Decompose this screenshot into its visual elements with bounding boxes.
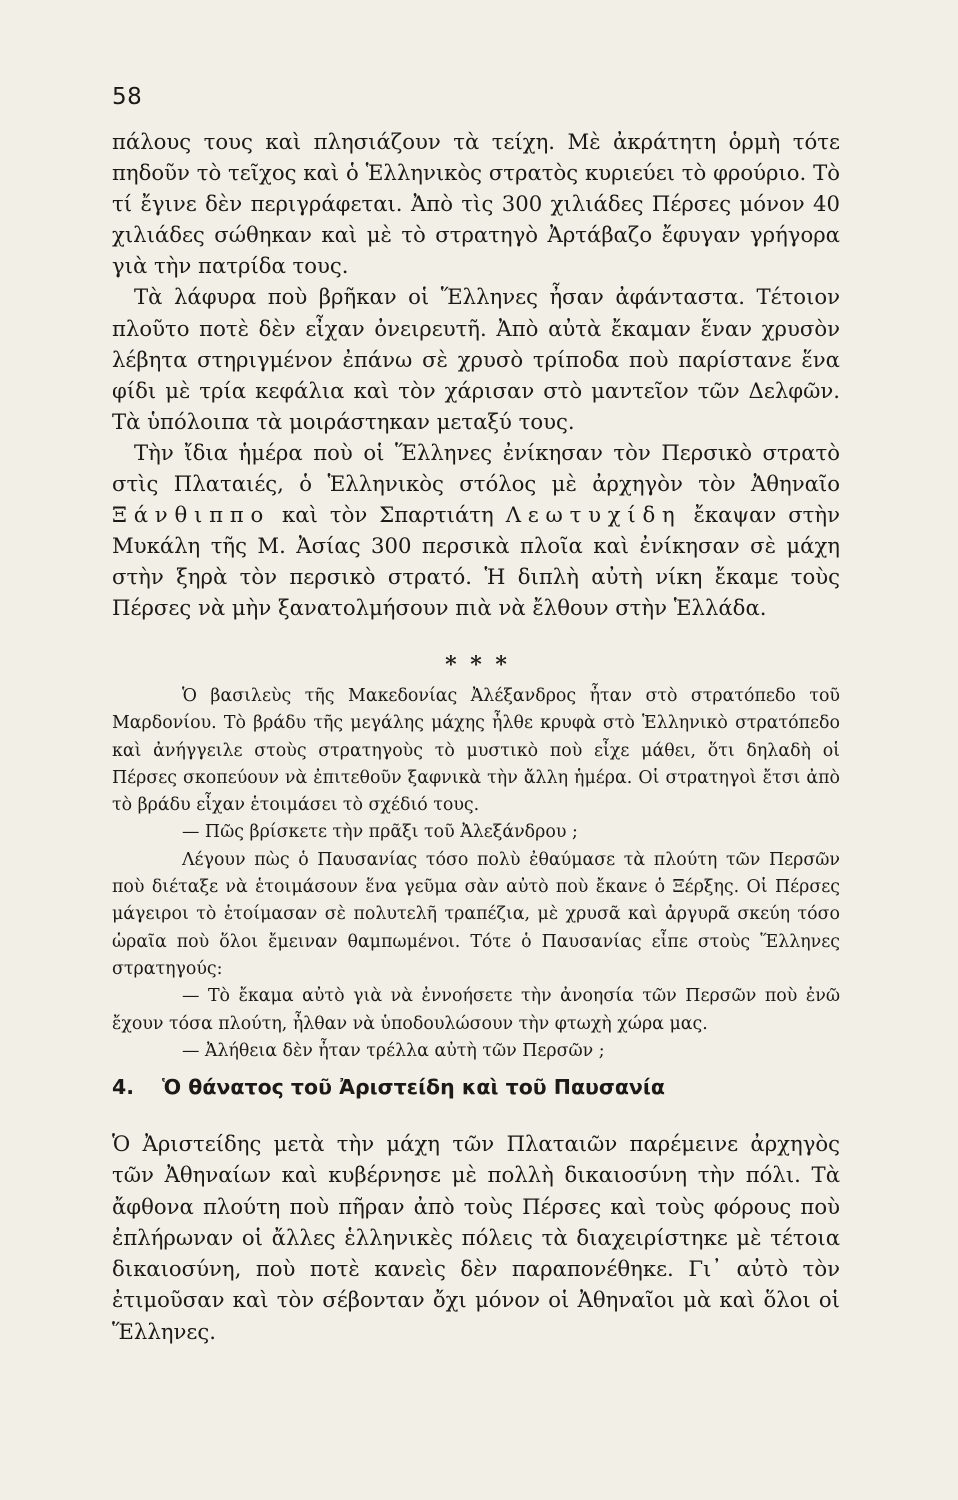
page-number: 58 (112, 84, 143, 110)
section-separator: * * * (445, 652, 507, 678)
main-paragraph-3-part-b: καὶ τὸν Σπαρτιάτη (282, 502, 494, 528)
anecdote-text (112, 683, 840, 1065)
main-paragraph-3-part-a: Τὴν ἴδια ἡμέρα ποὺ οἱ Ἕλληνες ἐνίκησαν τὸν Περσικὸ στρατὸ στὶς Πλαταιές, ὁ Ἑλληνικὸς στόλος μὲ ἀρχηγὸν τὸν Ἀθηναῖο (112, 439, 840, 497)
main-paragraph-2: Τὰ λάφυρα ποὺ βρῆκαν οἱ Ἕλληνες ἦσαν ἀφάνταστα. Τέτοιον πλοῦτο ποτὲ δὲν εἶχαν ὀνειρευτῆ. Ἀπὸ αὐτὰ ἔκαμαν ἕναν χρυσὸν λέβητα στηριγμένον ἐπάνω σὲ χρυσὸ τρίποδα ποὺ παρίστανε ἕνα φίδι μὲ τρία κεφάλια καὶ τὸν χάρισαν στὸ μαντεῖον τῶν Δελφῶν. Τὰ ὑπόλοιπα τὰ μοιράστηκαν μεταξύ τους. (112, 284, 840, 434)
section-text (112, 1128, 840, 1347)
main-paragraph-3 (112, 437, 840, 624)
section-paragraph-1: Ὁ Ἀριστείδης μετὰ τὴν μάχη τῶν Πλαταιῶν παρέμεινε ἀρχηγὸς τῶν Ἀθηναίων καὶ κυβέρνησε μὲ πολλὴ δικαιοσύνη τὴν πόλι. Τὰ ἄφθονα πλούτη ποὺ πῆραν ἀπὸ τοὺς Πέρσες καὶ τοὺς φόρους ποὺ ἐπλήρωναν οἱ ἄλλες ἑλληνικὲς πόλεις τὰ διαχειρίστηκε μὲ τέτοια δικαιοσύνη, ποὺ ποτὲ κανεὶς δὲν παραπονέθηκε. Γι᾽ αὐτὸ τὸν ἐτιμοῦσαν καὶ τὸν σέβονταν ὄχι μόνον οἱ Ἀθηναῖοι μὰ καὶ ὅλοι οἱ Ἕλληνες. (112, 1131, 840, 1344)
main-paragraph-1: πάλους τους καὶ πλησιάζουν τὰ τείχη. Μὲ ἀκράτητη ὁρμὴ τότε πηδοῦν τὸ τεῖχος καὶ ὁ Ἑλληνικὸς στρατὸς κυριεύει τὸ φρούριο. Τὸ τί ἔγινε δὲν περιγράφεται. Ἀπὸ τὶς 300 χιλιάδες Πέρσες μόνον 40 χιλιάδες σώθηκαν καὶ μὲ τὸ στρατηγὸ Ἀρτάβαζο ἔφυγαν γρήγορα γιὰ τὴν πατρίδα τους. (112, 129, 840, 279)
anecdote-quote: — Τὸ ἔκαμα αὐτὸ γιὰ νὰ ἐννοήσετε τὴν ἀνοησία τῶν Περσῶν ποὺ ἐνῶ ἔχουν τόσα πλούτη, ἦλθαν νὰ ὑποδουλώσουν τὴν φτωχὴ χώρα μας. (112, 986, 840, 1034)
anecdote-paragraph-1: Ὁ βασιλεὺς τῆς Μακεδονίας Ἀλέξανδρος ἦταν στὸ στρατόπεδο τοῦ Μαρδονίου. Τὸ βράδυ τῆς μεγάλης μάχης ἦλθε κρυφὰ στὸ Ἑλληνικὸ στρατόπεδο καὶ ἀνήγγειλε στοὺς στρατηγοὺς τὸ μυστικὸ ποὺ εἶχε μάθει, ὅτι δηλαδὴ οἱ Πέρσες σκοπεύουν νὰ ἐπιτεθοῦν ξαφνικὰ τὴν ἄλλη ἡμέρα. Οἱ στρατηγοὶ ἔτσι ἀπὸ τὸ βράδυ εἶχαν ἑτοιμάσει τὸ σχέδιό τους. (112, 686, 840, 816)
name-xanthippos: Ξάνθιππο (112, 502, 271, 528)
section-title: Ὁ θάνατος τοῦ Ἀριστείδη καὶ τοῦ Παυσανία (162, 1075, 665, 1099)
main-text (112, 126, 840, 624)
anecdote-question-1: — Πῶς βρίσκετε τὴν πρᾶξι τοῦ Ἀλεξάνδρου ; (182, 822, 578, 843)
name-leotychides: Λεωτυχίδη (505, 502, 682, 528)
anecdote-question-2: — Ἀλήθεια δὲν ἦταν τρέλλα αὐτὴ τῶν Περσῶν ; (182, 1040, 605, 1061)
section-heading (112, 1072, 840, 1102)
anecdote-paragraph-2: Λέγουν πὼς ὁ Παυσανίας τόσο πολὺ ἐθαύμασε τὰ πλούτη τῶν Περσῶν ποὺ διέταξε νὰ ἑτοιμάσουν ἕνα γεῦμα σὰν αὐτὸ ποὺ ἔκανε ὁ Ξέρξης. Οἱ Πέρσες μάγειροι τὸ ἑτοίμασαν σὲ πολυτελῆ τραπέζια, μὲ χρυσᾶ καὶ ἀργυρᾶ σκεύη τόσο ὡραῖα ποὺ ὅλοι ἔμειναν θαμπωμένοι. Τότε ὁ Παυσανίας εἶπε στοὺς Ἕλληνες στρατηγούς: (112, 849, 840, 979)
section-number: 4. (112, 1075, 135, 1099)
main-paragraph-3-part-c: ἔκαψαν στὴν Μυκάλη τῆς Μ. Ἀσίας 300 περσικὰ πλοῖα καὶ ἐνίκησαν σὲ μάχη στὴν ξηρὰ τὸν περσικὸ στρατό. Ἡ διπλὴ αὐτὴ νίκη ἔκαμε τοὺς Πέρσες νὰ μὴν ξανατολμήσουν πιὰ νὰ ἔλθουν στὴν Ἑλλάδα. (112, 502, 840, 621)
